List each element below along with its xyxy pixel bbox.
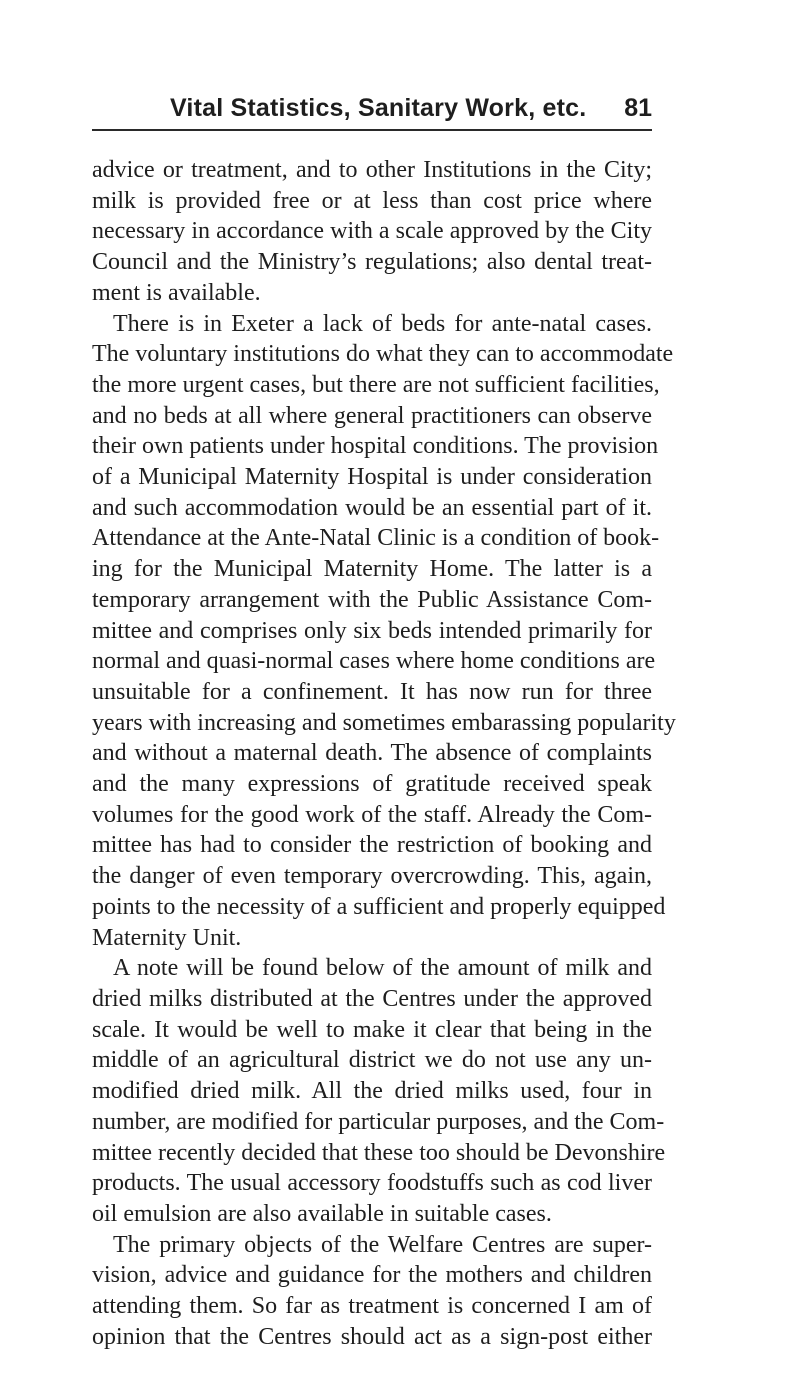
text-line: oil emulsion are also available in suitable cases. — [92, 1200, 552, 1227]
text-line: unsuitable for a confinement. It has now run for three — [92, 678, 652, 705]
text-line: temporary arrangement with the Public Assistance Com- — [92, 586, 652, 613]
text-line: products. The usual accessory foodstuffs such as cod liver — [92, 1170, 652, 1197]
text-line: vision, advice and guidance for the mothers and children — [92, 1262, 652, 1289]
text-line: Maternity Unit. — [92, 924, 242, 951]
text-line: and without a maternal death. The absence of complaints — [92, 740, 652, 767]
text-line: mittee and comprises only six beds intended primarily for — [92, 617, 652, 644]
text-line: years with increasing and sometimes embarassing popularity — [92, 709, 676, 736]
text-line: ment is available. — [92, 279, 261, 306]
paragraph-3 — [92, 953, 666, 1229]
running-head — [0, 92, 800, 132]
text-line: the more urgent cases, but there are not sufficient facilities, — [92, 371, 660, 398]
paragraph-4 — [92, 1230, 652, 1353]
text-line: of a Municipal Maternity Hospital is under consideration — [92, 464, 652, 491]
text-line: dried milks distributed at the Centres under the approved — [92, 985, 652, 1012]
text-line: There is in Exeter a lack of beds for ante-natal cases. — [113, 310, 652, 337]
text-line: The primary objects of the Welfare Centres are super- — [113, 1231, 652, 1258]
text-line: the danger of even temporary overcrowding. This, again, — [92, 863, 652, 890]
text-line: number, are modified for particular purposes, and the Com- — [92, 1108, 665, 1135]
text-line: their own patients under hospital conditions. The provision — [92, 433, 659, 460]
header-rule — [92, 129, 652, 131]
text-line: normal and quasi-normal cases where home conditions are — [92, 648, 656, 675]
text-line: mittee has had to consider the restriction of booking and — [92, 832, 652, 859]
text-line: necessary in accordance with a scale approved by the City — [92, 218, 652, 245]
text-line: middle of an agricultural district we do not use any un- — [92, 1047, 652, 1074]
paragraph-2 — [92, 309, 676, 954]
text-line: The voluntary institutions do what they can to accommodate — [92, 341, 674, 368]
text-line: volumes for the good work of the staff. Already the Com- — [92, 801, 652, 828]
text-line: and the many expressions of gratitude received speak — [92, 771, 652, 798]
text-line: and no beds at all where general practitioners can observe — [92, 402, 652, 429]
text-line: milk is provided free or at less than cost price where — [92, 187, 652, 214]
text-line: points to the necessity of a sufficient and properly equipped — [92, 893, 666, 920]
text-line: Council and the Ministry’s regulations; also dental treat- — [92, 249, 652, 276]
text-line: and such accommodation would be an essential part of it. — [92, 494, 652, 521]
text-line: opinion that the Centres should act as a sign-post either — [92, 1323, 652, 1350]
text-line: modified dried milk. All the dried milks used, four in — [92, 1078, 652, 1105]
text-line: ing for the Municipal Maternity Home. The latter is a — [92, 556, 652, 583]
text-line: A note will be found below of the amount of milk and — [113, 955, 652, 982]
body-text — [92, 155, 676, 1352]
text-line: scale. It would be well to make it clear that being in the — [92, 1016, 652, 1043]
paragraph-1 — [92, 155, 652, 309]
running-head-title: Vital Statistics, Sanitary Work, etc. — [170, 94, 587, 122]
text-line: advice or treatment, and to other Institutions in the City; — [92, 157, 652, 183]
text-line: attending them. So far as treatment is concerned I am of — [92, 1293, 652, 1320]
page-number: 81 — [624, 94, 652, 122]
text-line: mittee recently decided that these too should be Devonshire — [92, 1139, 666, 1166]
text-line: Attendance at the Ante-Natal Clinic is a condition of book- — [92, 525, 660, 552]
